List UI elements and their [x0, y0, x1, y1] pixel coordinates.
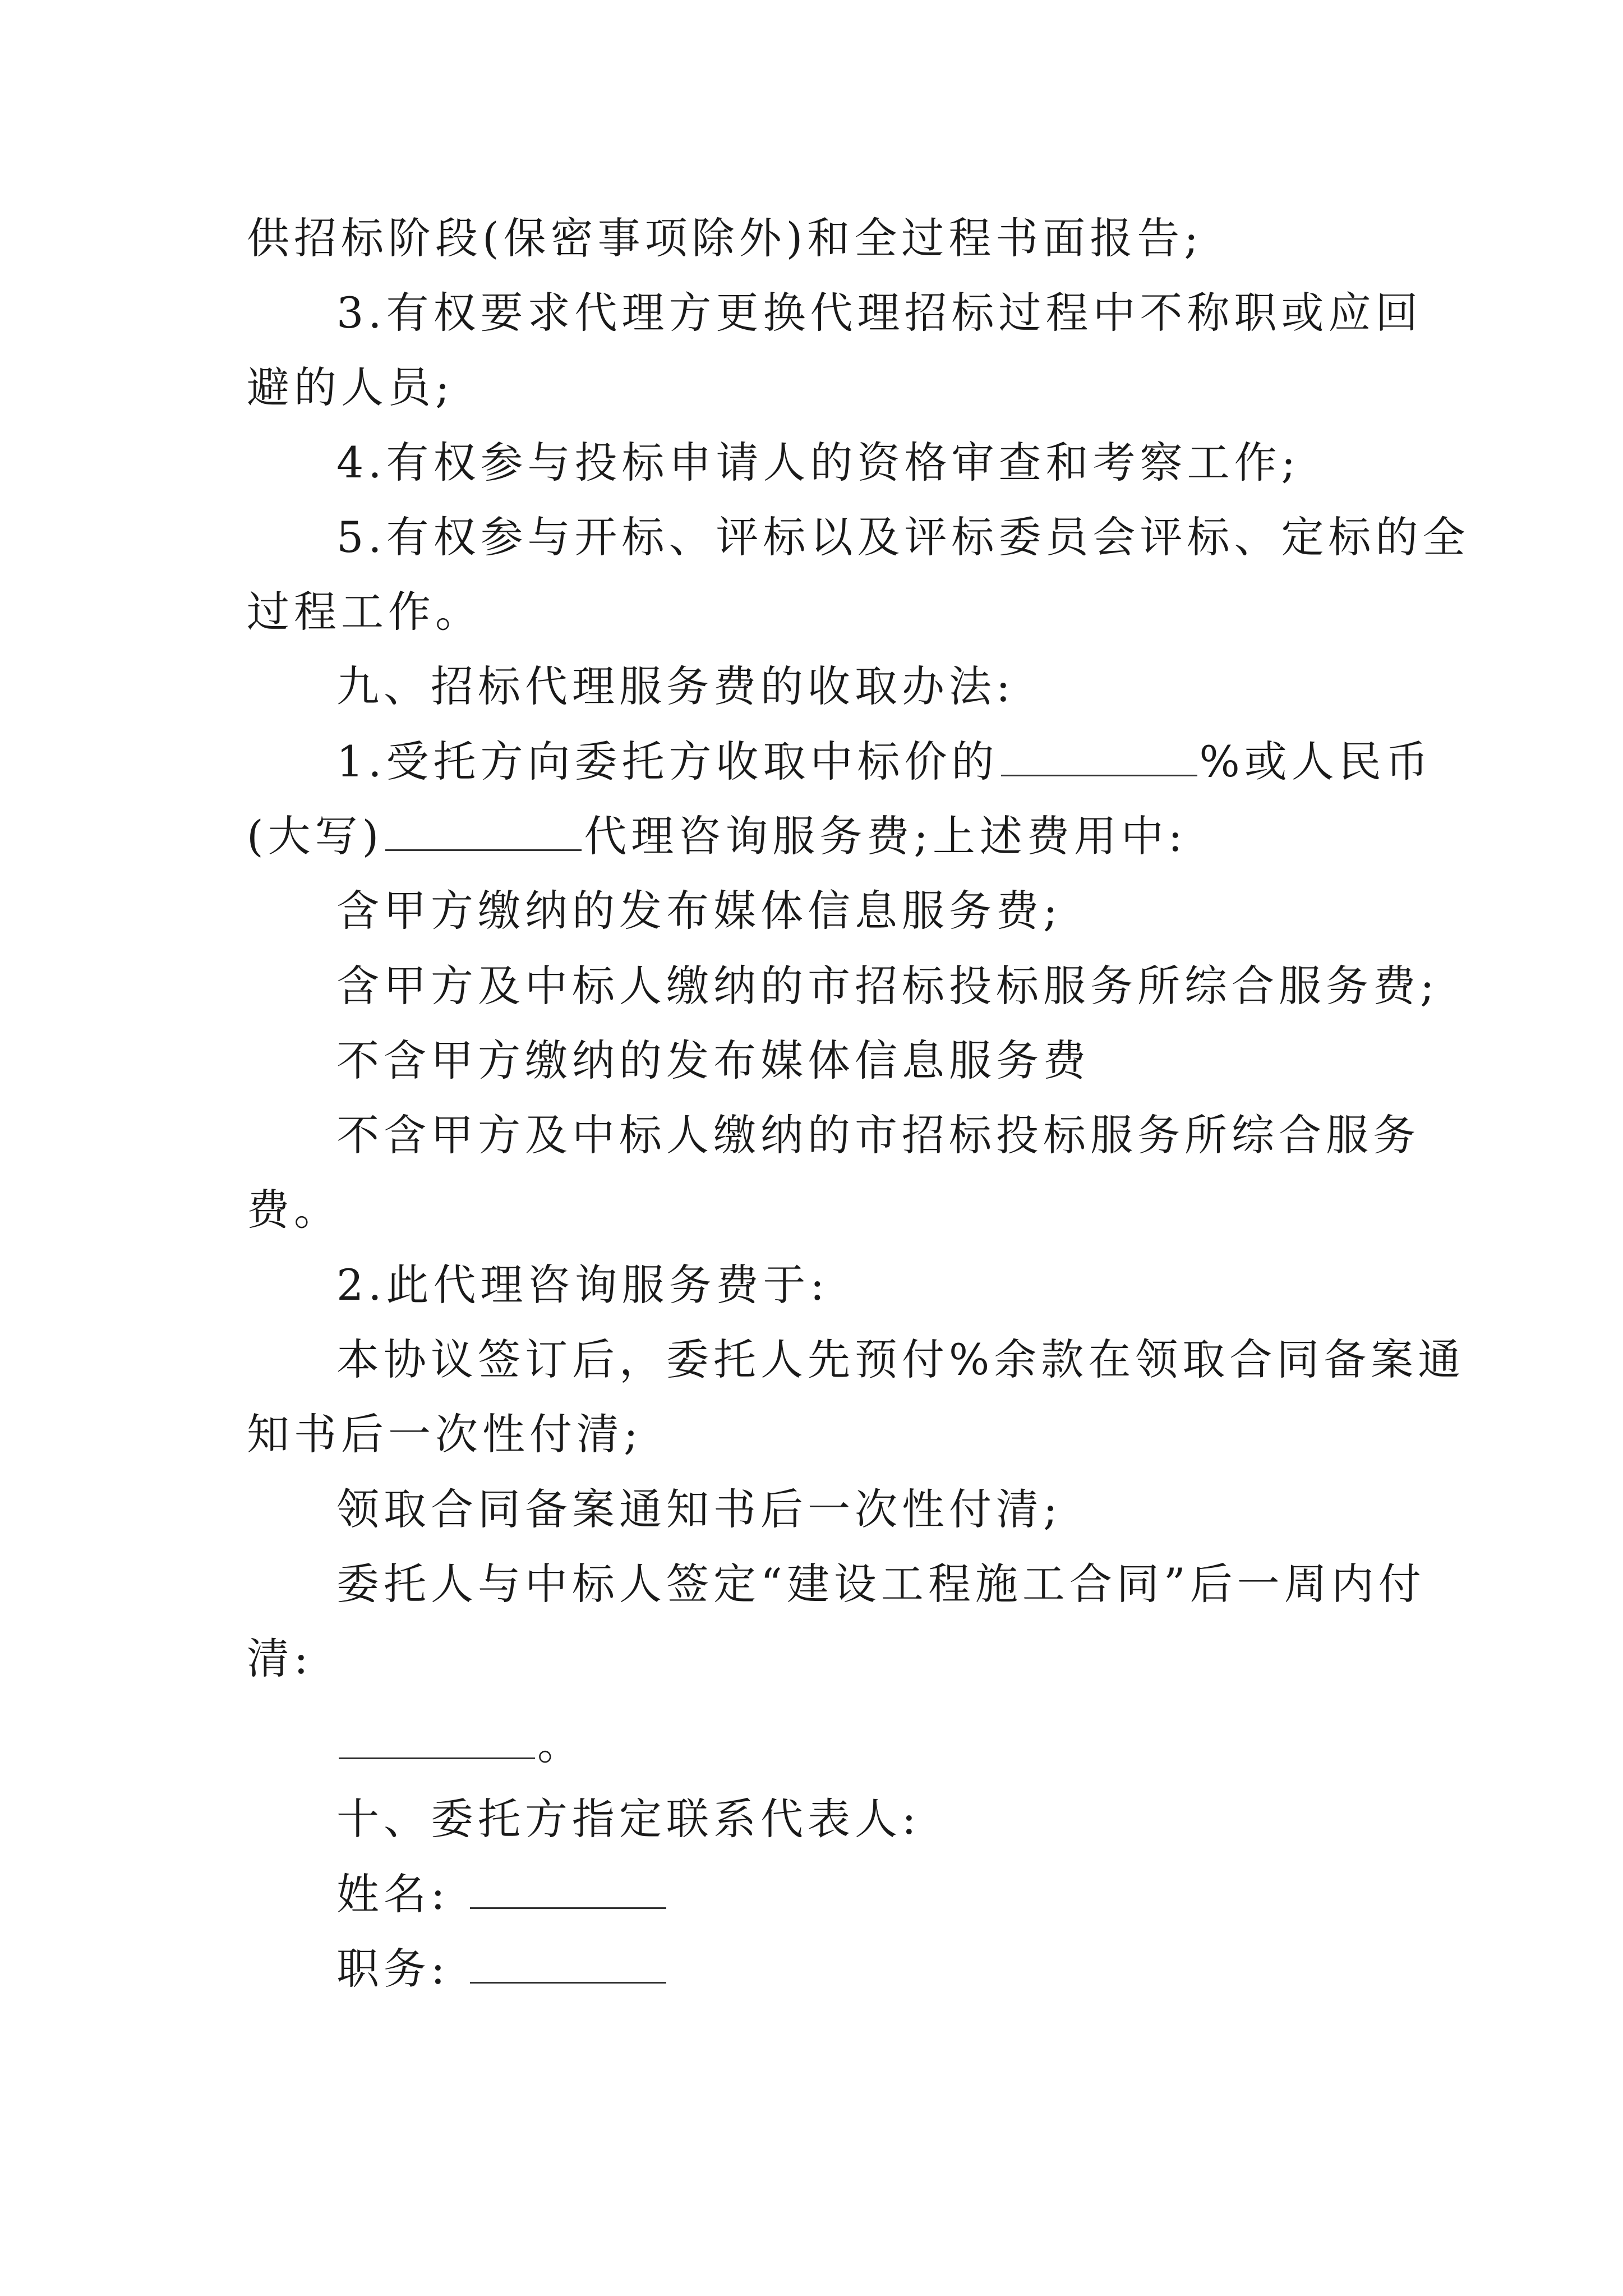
- fill-in-blank: [470, 1874, 666, 1909]
- paragraph-text: 。: [537, 1719, 584, 1769]
- fill-in-blank: [470, 1948, 666, 1984]
- paragraph-line: 本协议签订后，委托人先预付%余款在领取合同备案通: [336, 1335, 1465, 1384]
- paragraph-text: %或人民币: [1199, 737, 1433, 786]
- paragraph-line: 不含甲方及中标人缴纳的市招标投标服务所综合服务: [336, 1110, 1420, 1160]
- paragraph-line: 委托人与中标人签定“建设工程施工合同”后一周内付: [336, 1559, 1426, 1609]
- paragraph-line: 5.有权参与开标、评标以及评标委员会评标、定标的全: [336, 512, 1470, 562]
- paragraph-line: 过程工作。: [247, 587, 482, 637]
- fill-in-blank: [339, 1724, 535, 1759]
- paragraph-line: 知书后一次性付清;: [247, 1409, 643, 1459]
- paragraph-line: 费。: [247, 1185, 341, 1235]
- fill-in-blank: [385, 816, 582, 851]
- paragraph-line: 含甲方缴纳的发布媒体信息服务费;: [336, 886, 1062, 936]
- paragraph-line: 供招标阶段(保密事项除外)和全过程书面报告;: [247, 213, 1203, 263]
- fill-in-blank: [1001, 741, 1197, 776]
- paragraph-text: (大写): [247, 811, 384, 861]
- section-heading: 十、委托方指定联系代表人:: [336, 1794, 921, 1844]
- paragraph-line: 清:: [247, 1634, 313, 1683]
- paragraph-line: 4.有权参与投标申请人的资格审查和考察工作;: [336, 438, 1301, 487]
- paragraph-line: 含甲方及中标人缴纳的市招标投标服务所综合服务费;: [336, 961, 1439, 1011]
- form-field-position: [336, 1941, 668, 1997]
- paragraph-line: [336, 1717, 584, 1773]
- paragraph-line: 不含甲方缴纳的发布媒体信息服务费: [336, 1036, 1090, 1085]
- field-label: 姓名:: [336, 1869, 450, 1919]
- paragraph-text: 1.受托方向委托方收取中标价的: [336, 737, 999, 786]
- form-field-name: [336, 1866, 668, 1922]
- paragraph-line: [247, 808, 1187, 864]
- paragraph-text: 代理咨询服务费;上述费用中:: [584, 811, 1187, 861]
- paragraph-line: 3.有权要求代理方更换代理招标过程中不称职或应回: [336, 288, 1423, 338]
- paragraph-line: [336, 734, 1433, 790]
- paragraph-line: 避的人员;: [247, 362, 454, 412]
- section-heading: 九、招标代理服务费的收取办法:: [336, 661, 1015, 711]
- paragraph-line: 2.此代理咨询服务费于:: [336, 1260, 829, 1310]
- field-label: 职务:: [336, 1944, 450, 1994]
- paragraph-line: 领取合同备案通知书后一次性付清;: [336, 1484, 1062, 1534]
